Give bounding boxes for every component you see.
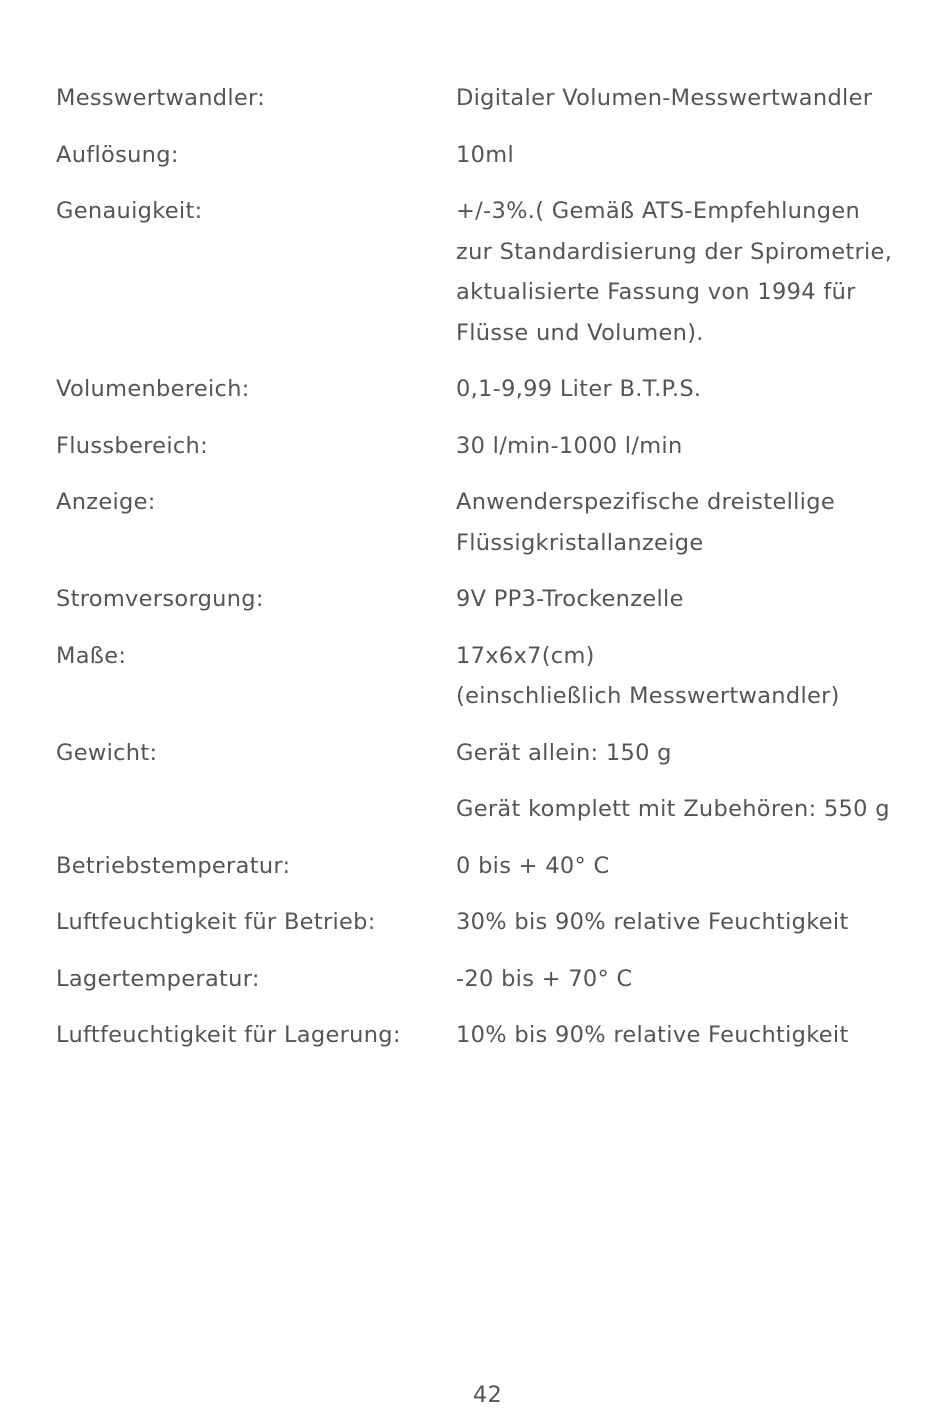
spec-value-line: zur Standardisierung der Spirometrie, — [456, 238, 893, 265]
spec-value-line: Flüssigkristallanzeige — [456, 529, 704, 556]
spec-value — [456, 135, 936, 176]
spec-value-line: 30% bis 90% relative Feuchtigkeit — [456, 909, 849, 935]
spec-row-power-supply — [56, 579, 936, 620]
spec-row-transducer — [56, 78, 936, 119]
spec-value-line: 0,1-9,99 Liter B.T.P.S. — [456, 376, 702, 402]
spec-label: Genauigkeit: — [56, 198, 203, 224]
spec-value — [456, 78, 936, 119]
spec-value — [456, 789, 936, 830]
spec-value — [456, 482, 936, 563]
spec-value-line: +/-3%.( Gemäß ATS-Empfehlungen — [456, 198, 861, 224]
spec-value-line: 17x6x7(cm) — [456, 642, 595, 669]
spec-label: Flussbereich: — [56, 432, 208, 459]
spec-value-line: -20 bis + 70° C — [456, 965, 633, 992]
spec-value-line: 10ml — [456, 141, 514, 168]
spec-value-line: 0 bis + 40° C — [456, 852, 610, 879]
spec-value-line: 10% bis 90% relative Feuchtigkeit — [456, 1022, 849, 1048]
spec-value-line: Gerät komplett mit Zubehören: 550 g — [456, 796, 890, 822]
spec-value — [456, 1015, 936, 1056]
spec-label: Lagertemperatur: — [56, 965, 260, 992]
spec-value — [456, 733, 936, 774]
spec-label: Anzeige: — [56, 489, 156, 515]
spec-row-operating-humidity — [56, 902, 936, 943]
spec-label: Stromversorgung: — [56, 586, 264, 612]
spec-value — [456, 959, 936, 1000]
spec-row-accuracy — [56, 191, 936, 353]
page-number: 42 — [472, 1382, 503, 1408]
spec-label: Messwertwandler: — [56, 85, 266, 111]
spec-row-storage-temperature — [56, 959, 936, 1000]
spec-value-line: Anwenderspezifische dreistellige — [456, 489, 835, 515]
spec-row-weight-complete — [56, 789, 936, 830]
spec-value-line: aktualisierte Fassung von 1994 für — [456, 279, 856, 305]
spec-value — [456, 902, 936, 943]
spec-value — [456, 636, 936, 717]
spec-row-resolution — [56, 135, 936, 176]
spec-label: Betriebstemperatur: — [56, 852, 291, 879]
spec-value-line: 30 l/min-1000 l/min — [456, 432, 683, 459]
spec-value-line: Gerät allein: 150 g — [456, 739, 672, 766]
spec-label: Auflösung: — [56, 141, 179, 168]
spec-value — [456, 579, 936, 620]
spec-label: Maße: — [56, 642, 127, 669]
spec-label: Luftfeuchtigkeit für Lagerung: — [56, 1022, 401, 1048]
spec-value-line: (einschließlich Messwertwandler) — [456, 683, 840, 709]
spec-label: Gewicht: — [56, 739, 158, 766]
spec-row-operating-temperature — [56, 846, 936, 887]
spec-label: Volumenbereich: — [56, 376, 250, 402]
spec-value-line: 9V PP3-Trockenzelle — [456, 586, 684, 612]
spec-row-dimensions — [56, 636, 936, 717]
specifications-table — [56, 78, 936, 1072]
spec-value — [456, 191, 936, 353]
spec-value — [456, 369, 936, 410]
spec-row-flow-range — [56, 426, 936, 467]
spec-value — [456, 426, 936, 467]
spec-value — [456, 846, 936, 887]
spec-row-weight — [56, 733, 936, 774]
spec-row-display — [56, 482, 936, 563]
spec-value-line: Flüsse und Volumen). — [456, 319, 704, 346]
spec-label: Luftfeuchtigkeit für Betrieb: — [56, 909, 376, 935]
spec-row-volume-range — [56, 369, 936, 410]
spec-row-storage-humidity — [56, 1015, 936, 1056]
spec-value-line: Digitaler Volumen-Messwertwandler — [456, 85, 873, 111]
